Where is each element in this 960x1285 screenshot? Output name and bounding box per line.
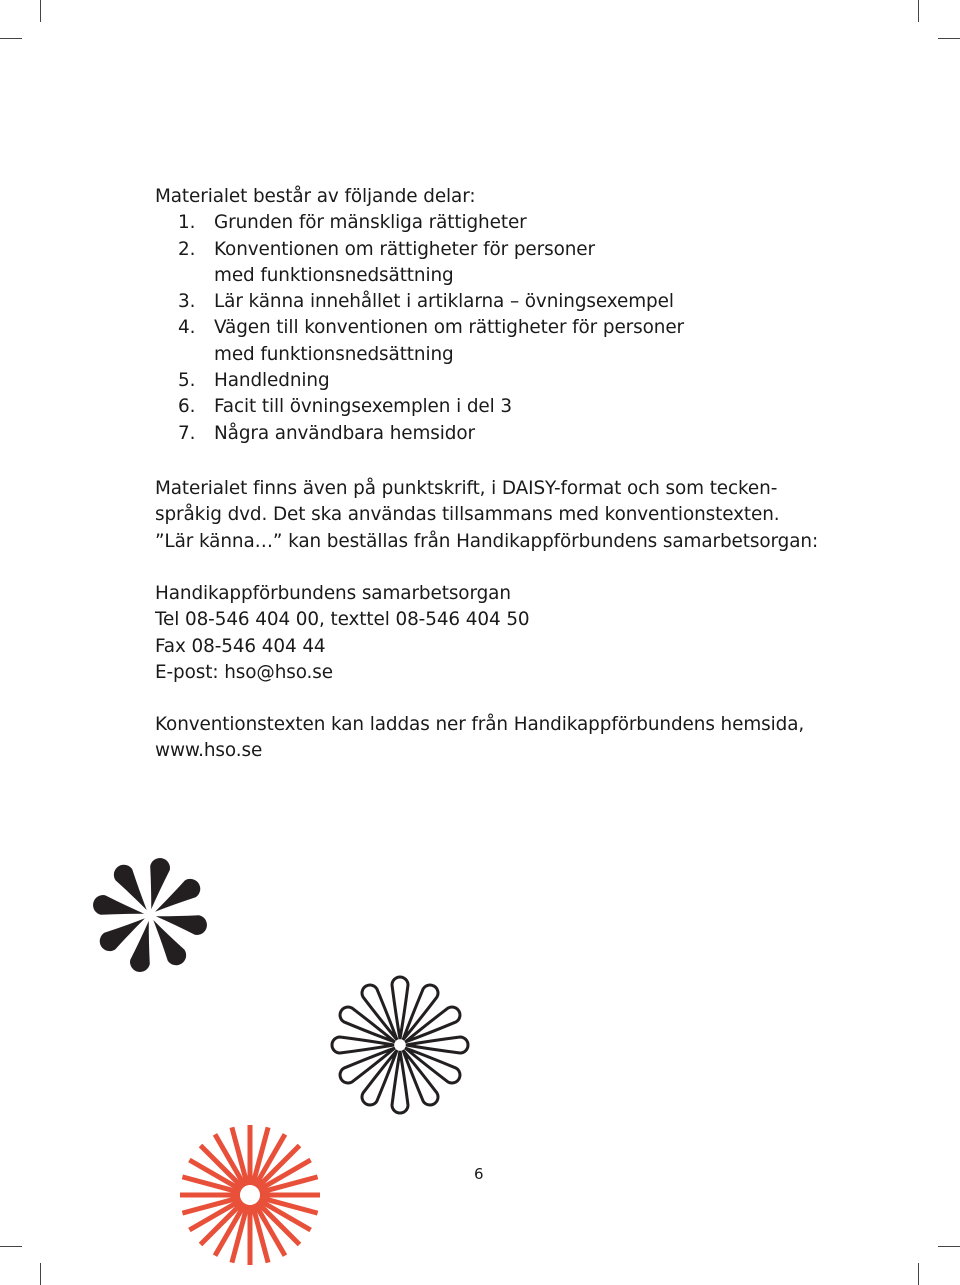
list-text: Vägen till konventionen om rättigheter för personer (214, 317, 684, 339)
list-number: 6. (178, 396, 196, 418)
crop-mark (40, 0, 41, 22)
contact-organization: Handikappförbundens samarbetsorgan (155, 583, 511, 604)
contact-phone: Tel 08-546 404 00, texttel 08-546 404 50 (155, 609, 530, 631)
black-asterisk-icon (85, 855, 215, 975)
paragraph-line: Konventionstexten kan laddas ner från Handikappförbundens hemsida, (155, 714, 805, 735)
list-item (155, 368, 855, 394)
list-number: 4. (178, 317, 196, 339)
list-text-continuation: med funktionsnedsättning (214, 264, 454, 286)
list-item (155, 394, 855, 420)
list-number: 5. (178, 370, 196, 392)
list-number: 7. (178, 422, 196, 444)
list-number: 3. (178, 291, 196, 313)
list-text: Lär känna innehållet i artiklarna – övningsexempel (214, 291, 674, 313)
crop-mark (918, 0, 919, 22)
list-number: 1. (178, 212, 196, 234)
crop-mark (0, 1246, 22, 1247)
list-item (155, 315, 855, 341)
list-item (155, 210, 855, 236)
contact-block (155, 581, 855, 686)
list-text: Facit till övningsexemplen i del 3 (214, 396, 512, 418)
contact-fax: Fax 08-546 404 44 (155, 635, 326, 657)
list-text-continuation: med funktionsnedsättning (214, 343, 454, 365)
paragraph-line: ”Lär känna…” kan beställas från Handikappförbundens samarbetsorgan: (155, 530, 819, 552)
list-text: Några användbara hemsidor (214, 422, 475, 444)
crop-mark (938, 38, 960, 39)
list-number: 2. (178, 238, 196, 260)
list-item (155, 421, 855, 447)
download-paragraph (155, 712, 855, 765)
formats-paragraph (155, 476, 855, 555)
page-number: 6 (474, 1165, 484, 1183)
crop-mark (40, 1263, 41, 1285)
outline-asterisk-icon (325, 970, 475, 1120)
red-starburst-icon (175, 1120, 325, 1270)
crop-mark (918, 1263, 919, 1285)
list-text: Handledning (214, 370, 330, 392)
list-text: Konventionen om rättigheter för personer (214, 238, 595, 260)
contents-heading: Materialet består av följande delar: (155, 186, 476, 207)
crop-mark (0, 38, 22, 39)
paragraph-line: Materialet finns även på punktskrift, i DAISY-format och som tecken- (155, 478, 778, 499)
list-item (155, 289, 855, 315)
contact-email: E-post: hso@hso.se (155, 661, 334, 683)
list-text: Grunden för mänskliga rättigheter (214, 212, 527, 234)
website-link-text: www.hso.se (155, 740, 263, 762)
crop-mark (938, 1246, 960, 1247)
contents-section (155, 184, 855, 447)
list-item (155, 237, 855, 263)
paragraph-line: språkig dvd. Det ska användas tillsammans med konventionstexten. (155, 504, 780, 526)
